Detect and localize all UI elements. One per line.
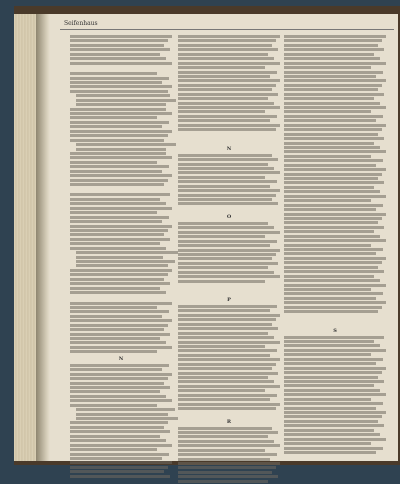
entry-line bbox=[284, 415, 382, 418]
entry-line bbox=[284, 344, 380, 347]
entry-line bbox=[284, 124, 386, 127]
entry-line bbox=[284, 407, 376, 410]
entry-line bbox=[284, 301, 386, 304]
entry-line bbox=[70, 457, 162, 460]
entry-line bbox=[178, 458, 270, 461]
entry-line bbox=[70, 324, 168, 327]
entry-line bbox=[178, 431, 278, 434]
entry-line bbox=[70, 470, 164, 473]
entry-line bbox=[178, 257, 272, 260]
entry-line bbox=[284, 204, 383, 207]
entry-line bbox=[178, 93, 278, 96]
entry-line bbox=[284, 199, 371, 202]
entry-line bbox=[178, 262, 278, 265]
entry-line bbox=[284, 62, 386, 65]
column-left bbox=[70, 35, 172, 479]
entry-line bbox=[70, 390, 160, 393]
entry-line bbox=[284, 48, 384, 51]
entry-line bbox=[76, 256, 163, 259]
entry-line bbox=[70, 448, 157, 451]
entry-line bbox=[284, 451, 376, 454]
entry-line bbox=[70, 466, 168, 469]
entry-line bbox=[70, 152, 166, 155]
entry-line bbox=[178, 480, 268, 483]
entry-line bbox=[284, 244, 371, 247]
entry-line bbox=[178, 275, 280, 278]
entry-line bbox=[284, 433, 380, 436]
section-letter: R bbox=[226, 418, 232, 425]
entry-line bbox=[284, 297, 376, 300]
entry-line bbox=[284, 353, 371, 356]
entry-line bbox=[76, 99, 176, 102]
entry-line bbox=[178, 341, 280, 344]
entry-line bbox=[284, 66, 371, 69]
entry-line bbox=[284, 177, 378, 180]
entry-line bbox=[284, 115, 383, 118]
entry-line bbox=[284, 71, 383, 74]
entry-line bbox=[178, 84, 276, 87]
entry-line bbox=[178, 202, 278, 205]
entry-line bbox=[178, 194, 276, 197]
entry-line bbox=[70, 130, 172, 133]
entry-line bbox=[70, 57, 166, 60]
entry-line bbox=[76, 251, 178, 254]
entry-line bbox=[284, 142, 374, 145]
entry-line bbox=[284, 239, 386, 242]
entry-line bbox=[70, 287, 160, 290]
entry-line bbox=[178, 240, 277, 243]
entry-line bbox=[178, 97, 268, 100]
entry-line bbox=[70, 161, 157, 164]
entry-line bbox=[178, 427, 272, 430]
entry-line bbox=[284, 371, 382, 374]
entry-line bbox=[76, 264, 168, 267]
page-gutter bbox=[36, 14, 50, 461]
entry-line bbox=[284, 306, 382, 309]
entry-line bbox=[70, 306, 157, 309]
entry-line bbox=[70, 333, 170, 336]
entry-line bbox=[178, 39, 276, 42]
entry-line bbox=[284, 376, 378, 379]
entry-line bbox=[284, 380, 384, 383]
entry-line bbox=[178, 102, 274, 105]
entry-line bbox=[284, 97, 374, 100]
entry-line bbox=[284, 159, 383, 162]
entry-line bbox=[178, 106, 280, 109]
entry-line bbox=[284, 186, 374, 189]
entry-line bbox=[284, 208, 376, 211]
entry-line bbox=[178, 128, 276, 131]
entry-line bbox=[284, 106, 386, 109]
entry-line bbox=[178, 349, 277, 352]
entry-line bbox=[284, 164, 376, 167]
entry-line bbox=[178, 376, 268, 379]
entry-line bbox=[70, 35, 172, 38]
entry-line bbox=[178, 435, 268, 438]
entry-line bbox=[284, 110, 371, 113]
entry-line bbox=[178, 53, 268, 56]
entry-line bbox=[284, 137, 384, 140]
entry-line bbox=[70, 62, 172, 65]
entry-line bbox=[178, 453, 277, 456]
entry-line bbox=[284, 442, 371, 445]
entry-line bbox=[178, 323, 272, 326]
entry-line bbox=[70, 302, 172, 305]
entry-line bbox=[284, 168, 386, 171]
entry-line bbox=[178, 176, 265, 179]
entry-line bbox=[284, 190, 380, 193]
entry-line bbox=[284, 438, 386, 441]
entry-line bbox=[178, 253, 276, 256]
entry-line bbox=[284, 133, 378, 136]
entry-line bbox=[70, 174, 172, 177]
entry-line bbox=[70, 121, 169, 124]
entry-line bbox=[178, 358, 280, 361]
entry-line bbox=[178, 449, 265, 452]
entry-line bbox=[284, 39, 382, 42]
entry-line bbox=[178, 367, 272, 370]
entry-line bbox=[178, 403, 280, 406]
entry-line bbox=[284, 266, 378, 269]
column-right bbox=[284, 35, 386, 455]
entry-line bbox=[76, 103, 166, 106]
entry-line bbox=[178, 185, 270, 188]
entry-line bbox=[178, 314, 280, 317]
entry-line bbox=[284, 292, 383, 295]
entry-line bbox=[76, 143, 176, 146]
entry-line bbox=[70, 233, 164, 236]
entry-line bbox=[178, 115, 277, 118]
entry-line bbox=[178, 440, 274, 443]
entry-line bbox=[178, 444, 280, 447]
entry-line bbox=[70, 220, 162, 223]
section-letter: S bbox=[333, 327, 337, 334]
entry-line bbox=[70, 81, 162, 84]
entry-line bbox=[70, 125, 162, 128]
entry-line bbox=[284, 195, 386, 198]
entry-line bbox=[178, 354, 270, 357]
entry-line bbox=[70, 364, 169, 367]
entry-line bbox=[178, 171, 280, 174]
entry-line bbox=[284, 362, 376, 365]
entry-line bbox=[70, 386, 170, 389]
entry-line bbox=[284, 398, 371, 401]
entry-line bbox=[284, 270, 384, 273]
entry-line bbox=[284, 336, 384, 339]
entry-line bbox=[178, 398, 270, 401]
entry-line bbox=[284, 150, 386, 153]
entry-line bbox=[178, 57, 274, 60]
entry-line bbox=[284, 226, 384, 229]
entry-line bbox=[284, 429, 374, 432]
entry-line bbox=[70, 404, 157, 407]
entry-line bbox=[178, 407, 276, 410]
entry-line bbox=[70, 319, 172, 322]
entry-line bbox=[284, 235, 380, 238]
entry-line bbox=[284, 393, 386, 396]
entry-line bbox=[70, 202, 166, 205]
entry-line bbox=[178, 124, 280, 127]
entry-line bbox=[178, 79, 280, 82]
entry-line bbox=[178, 345, 265, 348]
entry-line bbox=[70, 421, 168, 424]
entry-line bbox=[284, 146, 380, 149]
entry-line bbox=[178, 235, 265, 238]
entry-line bbox=[70, 85, 172, 88]
entry-line bbox=[178, 372, 278, 375]
entry-line bbox=[70, 39, 168, 42]
entry-line bbox=[178, 167, 274, 170]
entry-line bbox=[284, 384, 374, 387]
section-letter: P bbox=[227, 297, 231, 303]
entry-line bbox=[284, 155, 371, 158]
entry-line bbox=[178, 62, 280, 65]
entry-line bbox=[70, 350, 157, 353]
entry-line bbox=[284, 424, 384, 427]
entry-line bbox=[70, 341, 166, 344]
entry-line bbox=[70, 315, 162, 318]
entry-line bbox=[284, 84, 382, 87]
entry-line bbox=[284, 35, 386, 38]
entry-line bbox=[70, 211, 157, 214]
entry-line bbox=[284, 252, 376, 255]
entry-line bbox=[76, 94, 170, 97]
entry-line bbox=[70, 238, 170, 241]
entry-line bbox=[178, 180, 277, 183]
entry-line bbox=[70, 242, 160, 245]
entry-line bbox=[70, 461, 172, 464]
entry-line bbox=[76, 148, 166, 151]
entry-line bbox=[70, 170, 162, 173]
entry-line bbox=[70, 444, 172, 447]
entry-line bbox=[178, 266, 268, 269]
entry-line bbox=[70, 273, 168, 276]
entry-line bbox=[178, 189, 280, 192]
entry-line bbox=[70, 198, 160, 201]
entry-line bbox=[178, 305, 277, 308]
entry-line bbox=[178, 385, 280, 388]
entry-line bbox=[70, 72, 157, 75]
entry-line bbox=[178, 394, 277, 397]
entry-line bbox=[178, 244, 270, 247]
entry-line bbox=[284, 57, 380, 60]
entry-line bbox=[178, 110, 265, 113]
entry-line bbox=[178, 332, 268, 335]
entry-line bbox=[178, 271, 274, 274]
entry-line bbox=[178, 389, 265, 392]
entry-line bbox=[284, 93, 384, 96]
entry-line bbox=[284, 53, 374, 56]
entry-line bbox=[70, 44, 164, 47]
entry-line bbox=[70, 225, 172, 228]
entry-line bbox=[284, 367, 386, 370]
entry-line bbox=[178, 336, 274, 339]
entry-line bbox=[178, 66, 265, 69]
entry-line bbox=[178, 471, 272, 474]
entry-line bbox=[284, 261, 382, 264]
entry-line bbox=[70, 112, 172, 115]
entry-line bbox=[178, 318, 276, 321]
entry-line bbox=[70, 453, 169, 456]
entry-line bbox=[70, 337, 160, 340]
entry-line bbox=[178, 44, 272, 47]
column-middle bbox=[178, 35, 280, 484]
entry-line bbox=[178, 475, 278, 478]
entry-line bbox=[178, 462, 280, 465]
entry-line bbox=[70, 134, 168, 137]
entry-line bbox=[178, 198, 272, 201]
entry-line bbox=[70, 430, 170, 433]
entry-line bbox=[76, 260, 175, 263]
entry-line bbox=[70, 183, 164, 186]
entry-line bbox=[178, 280, 265, 283]
entry-line bbox=[70, 382, 164, 385]
entry-line bbox=[284, 221, 378, 224]
entry-line bbox=[284, 44, 378, 47]
entry-line bbox=[70, 310, 169, 313]
page-edges bbox=[14, 14, 36, 461]
entry-line bbox=[76, 417, 178, 420]
entry-line bbox=[284, 88, 378, 91]
entry-line bbox=[178, 222, 268, 225]
entry-line bbox=[178, 71, 277, 74]
section-letter: O bbox=[226, 213, 232, 220]
entry-line bbox=[178, 380, 274, 383]
entry-line bbox=[70, 426, 164, 429]
entry-line bbox=[284, 340, 374, 343]
entry-line bbox=[284, 411, 386, 414]
entry-line bbox=[70, 368, 162, 371]
entry-line bbox=[284, 389, 380, 392]
header-rule bbox=[60, 29, 394, 30]
entry-line bbox=[70, 229, 168, 232]
entry-line bbox=[70, 156, 172, 159]
entry-line bbox=[70, 328, 164, 331]
entry-line bbox=[284, 128, 382, 131]
entry-line bbox=[178, 119, 270, 122]
entry-line bbox=[284, 119, 376, 122]
entry-line bbox=[284, 79, 386, 82]
entry-line bbox=[178, 309, 270, 312]
entry-line bbox=[70, 475, 170, 478]
entry-line bbox=[178, 35, 280, 38]
entry-line bbox=[70, 395, 166, 398]
entry-line bbox=[70, 193, 170, 196]
section-letter: N bbox=[118, 355, 124, 362]
entry-line bbox=[70, 77, 169, 80]
entry-line bbox=[70, 377, 168, 380]
entry-line bbox=[178, 163, 268, 166]
entry-line bbox=[284, 257, 386, 260]
entry-line bbox=[70, 282, 170, 285]
entry-line bbox=[284, 75, 376, 78]
section-letter: N bbox=[226, 145, 232, 152]
entry-line bbox=[284, 217, 382, 220]
entry-line bbox=[178, 249, 280, 252]
entry-line bbox=[70, 116, 157, 119]
entry-line bbox=[284, 102, 380, 105]
entry-line bbox=[70, 216, 169, 219]
entry-line bbox=[178, 231, 280, 234]
entry-line bbox=[70, 291, 166, 294]
entry-line bbox=[178, 75, 270, 78]
entry-line bbox=[70, 108, 166, 111]
entry-line bbox=[70, 439, 166, 442]
entry-line bbox=[284, 358, 383, 361]
entry-line bbox=[284, 230, 374, 233]
entry-line bbox=[284, 284, 386, 287]
entry-line bbox=[70, 346, 172, 349]
entry-line bbox=[70, 269, 172, 272]
entry-line bbox=[70, 247, 166, 250]
entry-line bbox=[178, 226, 274, 229]
entry-line bbox=[284, 349, 386, 352]
entry-line bbox=[70, 399, 172, 402]
entry-line bbox=[76, 413, 168, 416]
entry-line bbox=[284, 279, 380, 282]
entry-line bbox=[284, 420, 378, 423]
entry-line bbox=[178, 88, 272, 91]
entry-line bbox=[284, 173, 382, 176]
entry-line bbox=[284, 447, 383, 450]
entry-line bbox=[178, 158, 278, 161]
entry-line bbox=[178, 48, 278, 51]
entry-line bbox=[284, 213, 386, 216]
entry-line bbox=[70, 53, 160, 56]
entry-line bbox=[70, 90, 168, 93]
entry-line bbox=[70, 139, 164, 142]
entry-line bbox=[70, 207, 172, 210]
entry-line bbox=[70, 278, 164, 281]
entry-line bbox=[76, 408, 175, 411]
entry-line bbox=[70, 373, 172, 376]
running-title: Seifenhaus bbox=[64, 20, 98, 27]
entry-line bbox=[70, 179, 168, 182]
entry-line bbox=[284, 275, 374, 278]
entry-line bbox=[178, 327, 278, 330]
entry-line bbox=[70, 435, 160, 438]
entry-line bbox=[178, 154, 272, 157]
entry-line bbox=[178, 363, 276, 366]
entry-line bbox=[284, 402, 383, 405]
entry-line bbox=[284, 248, 383, 251]
entry-line bbox=[70, 165, 169, 168]
entry-line bbox=[284, 310, 378, 313]
entry-line bbox=[284, 181, 384, 184]
entry-line bbox=[284, 288, 371, 291]
entry-line bbox=[70, 48, 170, 51]
